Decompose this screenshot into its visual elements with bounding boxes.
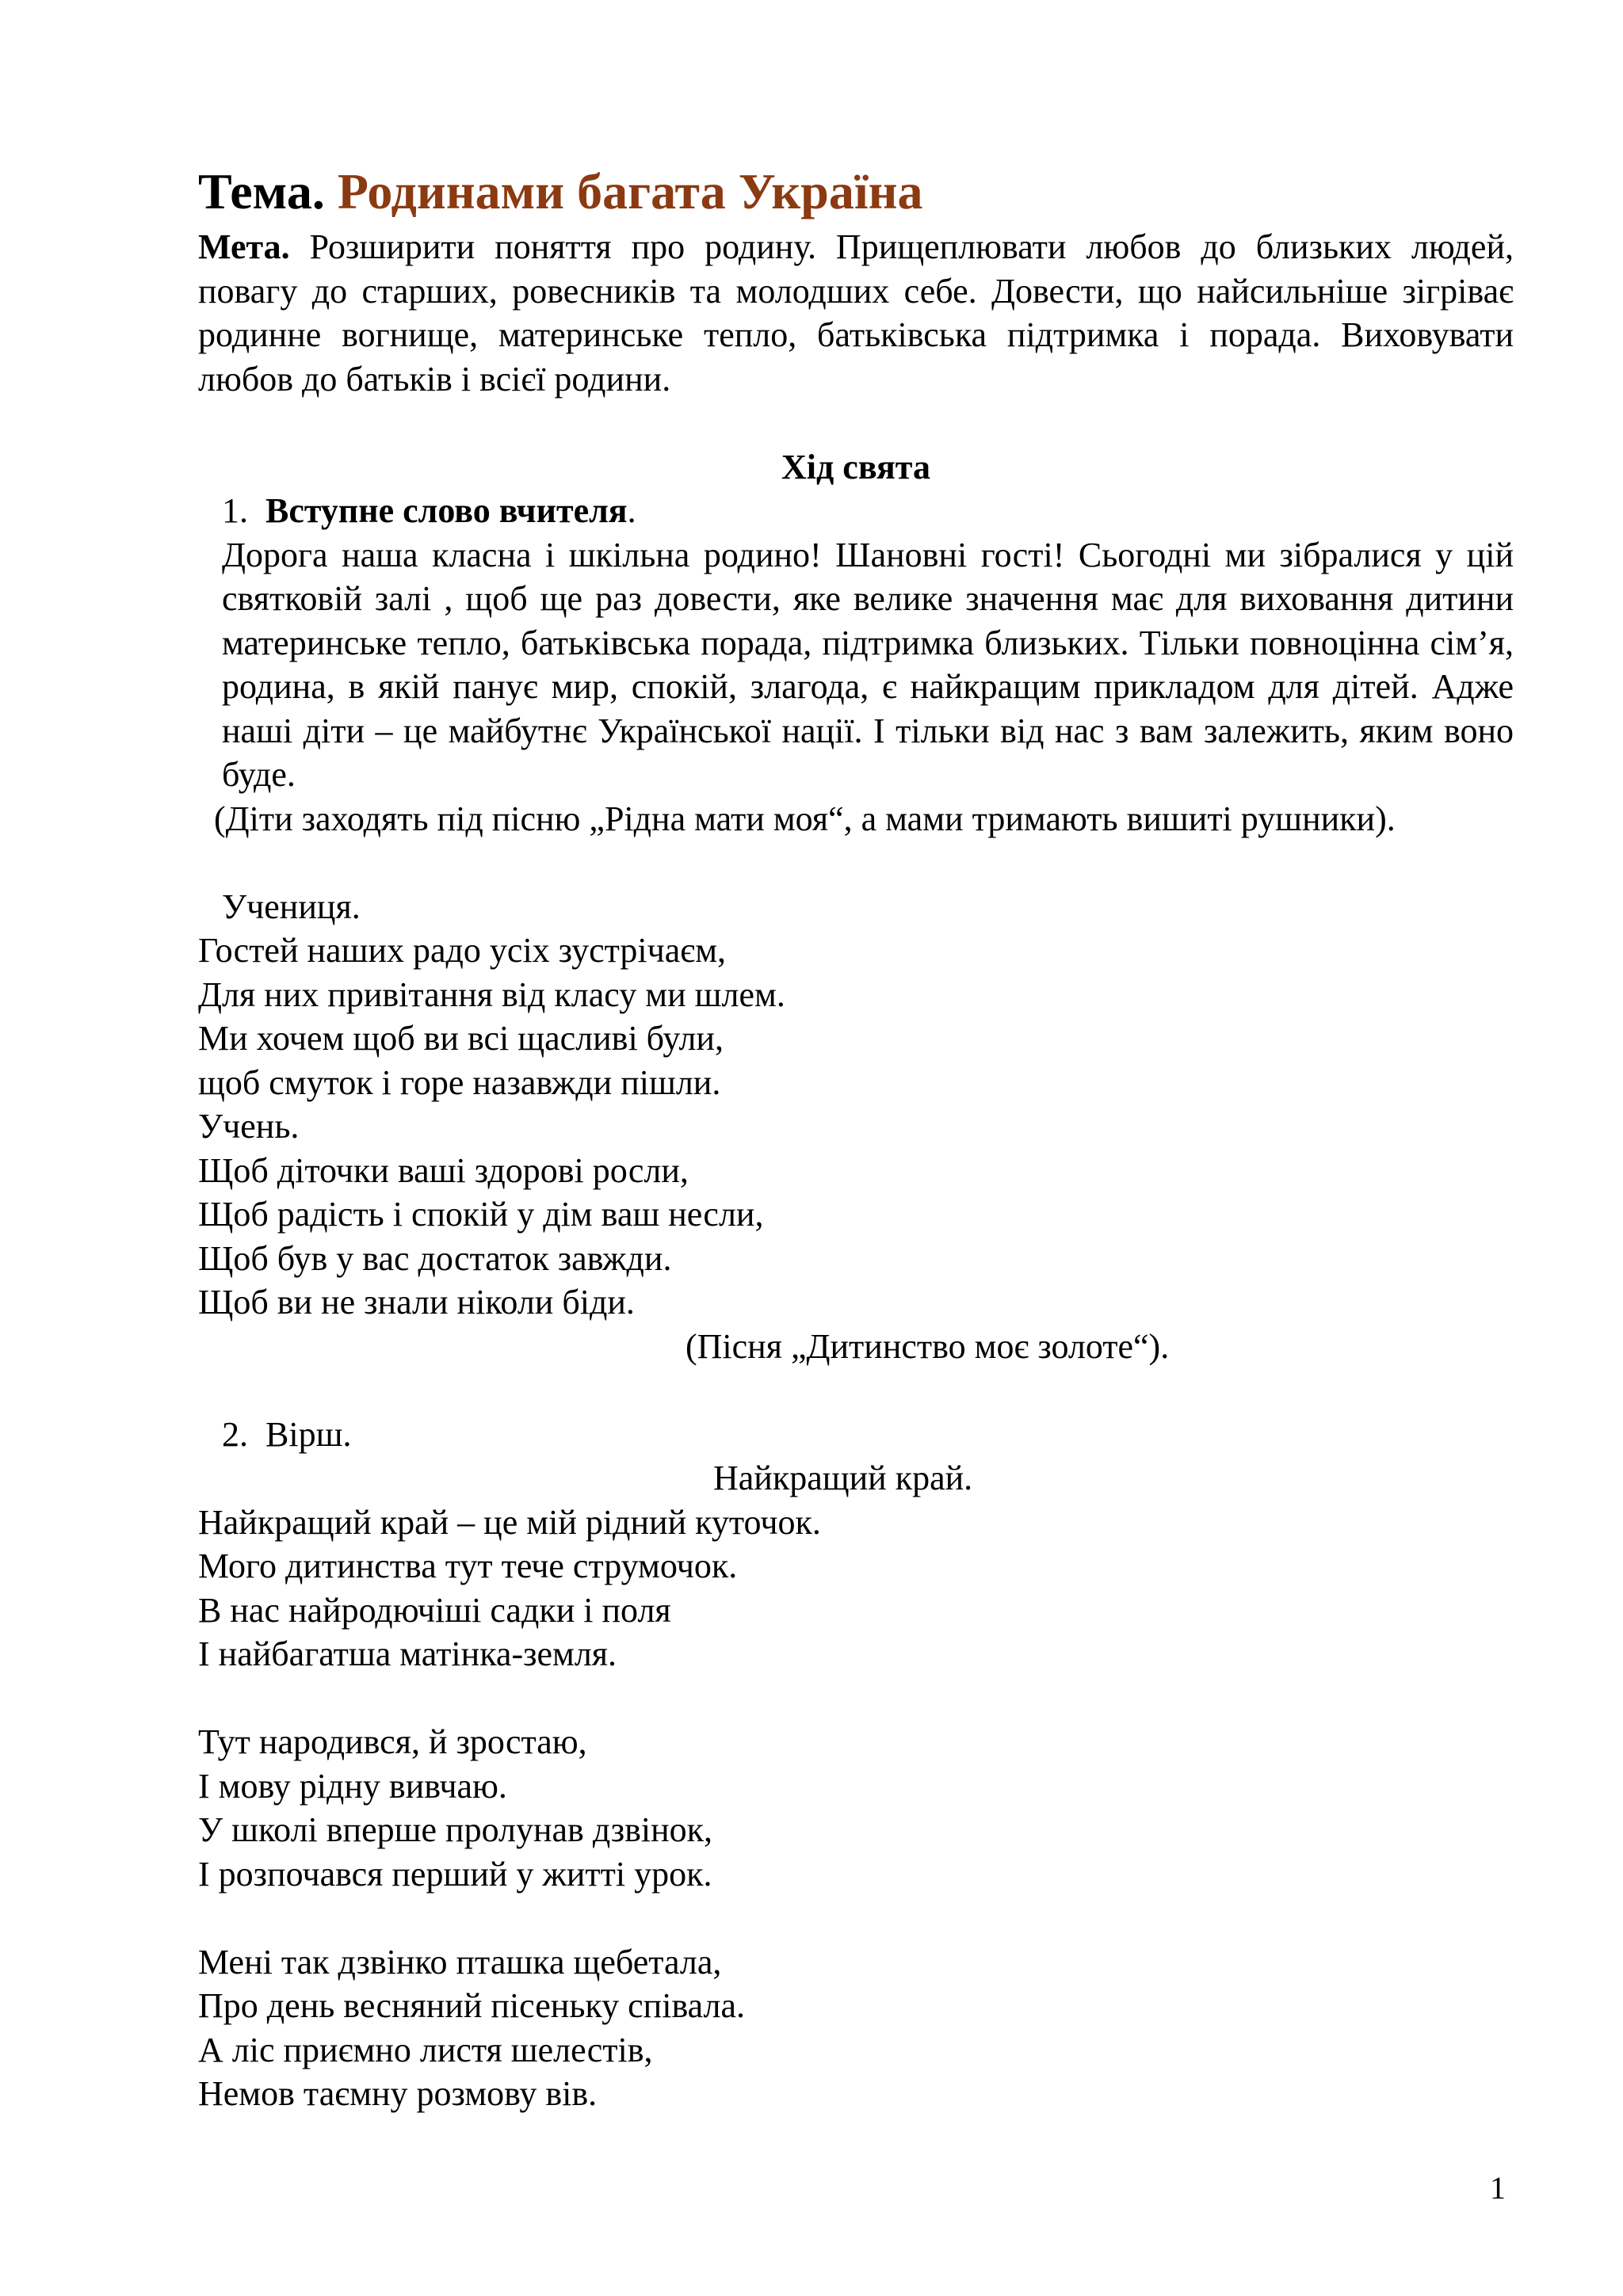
spacer xyxy=(198,1896,1514,1940)
poem-line: І розпочався перший у житті урок. xyxy=(198,1854,712,1894)
item1-heading xyxy=(222,489,1514,533)
speaker-pupil-boy: Учень. xyxy=(198,1107,300,1146)
poem-line: У школі вперше пролунав дзвінок, xyxy=(198,1810,713,1849)
poem-line: Про день весняний пісеньку співала. xyxy=(198,1986,746,2025)
item1-heading-text: Вступне слово вчителя xyxy=(265,491,628,530)
document-page xyxy=(198,158,1514,2116)
greeting-line: Ми хочем щоб ви всі щасливі були, xyxy=(198,1019,724,1058)
greeting-line: щоб смуток і горе назавжди пішли. xyxy=(198,1062,721,1102)
spacer xyxy=(198,401,1514,445)
spacer xyxy=(198,1368,1514,1413)
item2-heading-text: Вірш. xyxy=(265,1414,352,1454)
title-label: Тема. xyxy=(198,163,325,219)
spacer xyxy=(198,1676,1514,1721)
speaker-pupil-girl: Учениця. xyxy=(222,887,361,926)
poem-line: Немов таємну розмову вів. xyxy=(198,2074,598,2113)
page-title xyxy=(198,158,1514,225)
goal-paragraph xyxy=(198,225,1514,401)
poem-title: Найкращий край. xyxy=(713,1459,973,1497)
poem-line: А ліс приємно листя шелестів, xyxy=(198,2030,653,2069)
song-direction: (Пісня „Дитинство моє золоте“). xyxy=(685,1326,1170,1366)
greeting-line: Щоб радість і спокій у дім ваш несли, xyxy=(198,1195,764,1234)
poem-line: Мені так дзвінко пташка щебетала, xyxy=(198,1942,722,1981)
goal-label: Мета. xyxy=(198,227,290,266)
poem-line: І мову рідну вивчаю. xyxy=(198,1766,507,1806)
item2-number: 2. xyxy=(222,1414,248,1454)
spacer xyxy=(198,841,1514,885)
greeting-line: Гостей наших радо усіх зустрічаєм, xyxy=(198,931,727,970)
item1-stage-direction: (Діти заходять під пісню „Рідна мати моя“, а мами тримають вишиті рушники). xyxy=(214,799,1396,838)
greeting-line: Щоб ви не знали ніколи біди. xyxy=(198,1283,635,1322)
greeting-line: Щоб був у вас достаток завжди. xyxy=(198,1238,672,1278)
poem-line: Найкращий край – це мій рідний куточок. xyxy=(198,1502,821,1542)
item1-paragraph: Дорога наша класна і шкільна родино! Шановні гості! Сьогодні ми зібралися у цій святковій залі , щоб ще раз довести, яке велике значення має для виховання дитини материнське тепло, батьківська порада, підтримка близьких. Тільки повноцінна сім’я, родина, в якій панує мир, спокій, злагода, є найкращим прикладом для дітей. Адже наші діти – це майбутнє Української нації. І тільки від нас з вам залежить, яким воно буде. xyxy=(222,535,1514,794)
greeting-line: Для них привітання від класу ми шлем. xyxy=(198,974,785,1014)
section-heading: Хід свята xyxy=(781,447,930,486)
greeting-line: Щоб діточки ваші здорові росли, xyxy=(198,1150,689,1190)
poem-line: І найбагатша матінка-земля. xyxy=(198,1634,617,1673)
poem-line: В нас найродючіші садки і поля xyxy=(198,1590,671,1630)
poem-line: Тут народився, й зростаю, xyxy=(198,1722,587,1761)
title-text: Родинами багата Україна xyxy=(337,163,923,219)
goal-text: Розширити поняття про родину. Прищеплювати любов до близьких людей, повагу до старших, ровесників та молодших себе. Довести, що найсильніше зігріває родинне вогнище, материнське тепло, батьківська підтримка і порада. Виховувати любов до батьків і всієї родини. xyxy=(198,227,1514,399)
item1-heading-end: . xyxy=(627,491,636,530)
poem-line: Мого дитинства тут тече струмочок. xyxy=(198,1547,738,1585)
item2-heading xyxy=(222,1413,1514,1457)
page-number: 1 xyxy=(1490,2170,1506,2206)
item1-number: 1. xyxy=(222,491,248,530)
